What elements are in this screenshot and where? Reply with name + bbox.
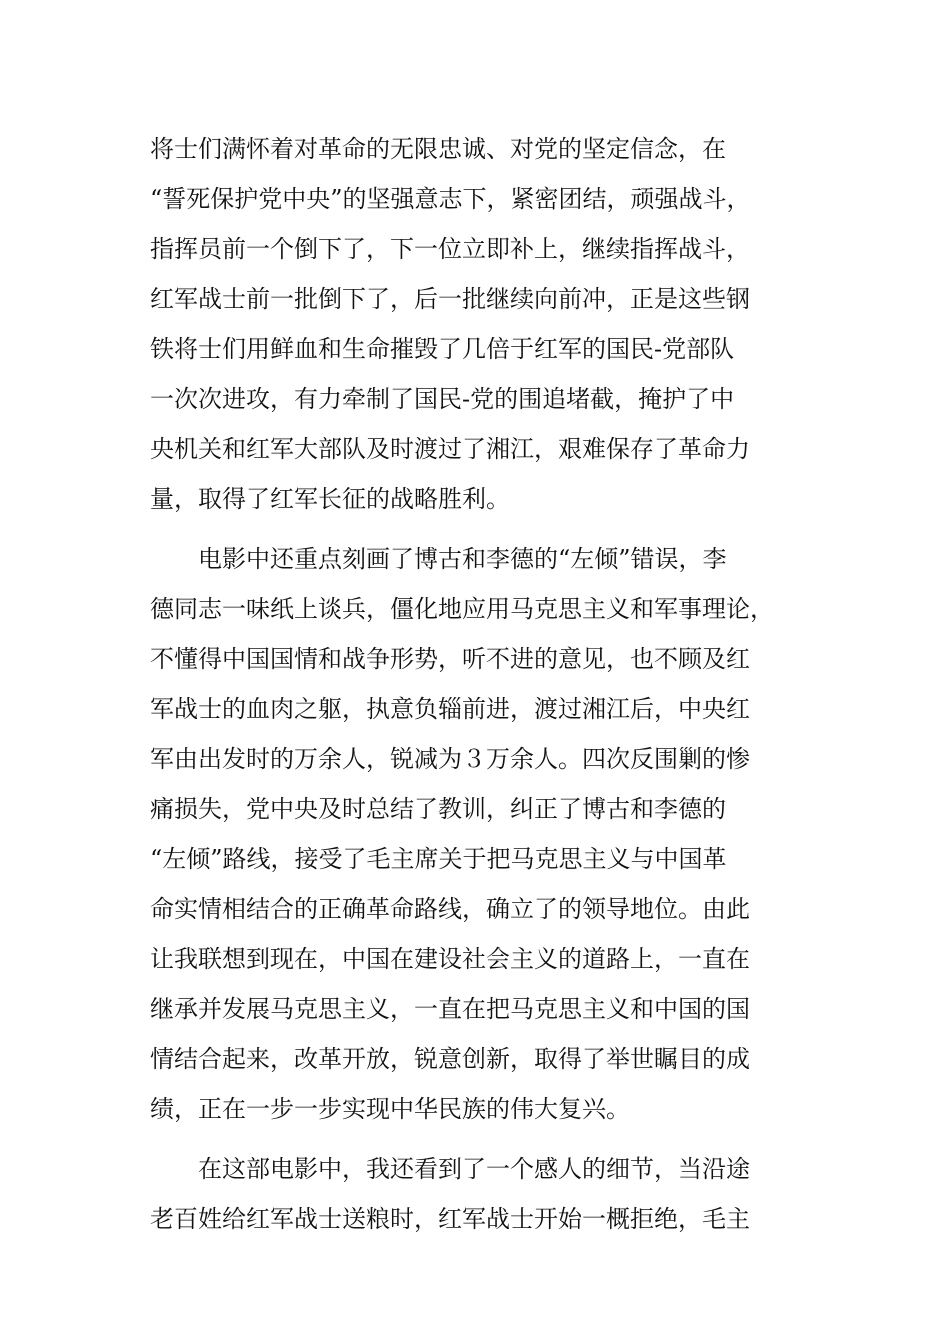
text-line: “誓死保护党中央”的坚强意志下，紧密团结，顽强战斗，	[150, 185, 751, 213]
text-line: 继承并发展马克思主义，一直在把马克思主义和中国的国	[150, 995, 750, 1023]
text-line: 老百姓给红军战士送粮时，红军战士开始一概拒绝，毛主	[150, 1205, 750, 1233]
text-line: 铁将士们用鲜血和生命摧毁了几倍于红军的国民-党部队	[150, 335, 735, 363]
text-line: 军由出发时的万余人，锐减为３万余人。四次反围剿的惨	[150, 745, 750, 773]
text-line: 将士们满怀着对革命的无限忠诚、对党的坚定信念，在	[150, 135, 726, 163]
text-line: 量，取得了红军长征的战略胜利。	[150, 485, 510, 513]
text-line: 情结合起来，改革开放，锐意创新，取得了举世瞩目的成	[150, 1045, 750, 1073]
text-line: 一次次进攻，有力牵制了国民-党的围追堵截，掩护了中	[150, 385, 735, 413]
text-line: 德同志一味纸上谈兵，僵化地应用马克思主义和军事理论，	[150, 595, 774, 623]
text-line: 电影中还重点刻画了博古和李德的“左倾”错误，李	[150, 545, 727, 573]
text-line: 让我联想到现在，中国在建设社会主义的道路上，一直在	[150, 945, 750, 973]
text-line: 指挥员前一个倒下了，下一位立即补上，继续指挥战斗，	[150, 235, 750, 263]
text-line: 命实情相结合的正确革命路线，确立了的领导地位。由此	[150, 895, 750, 923]
text-line: 红军战士前一批倒下了，后一批继续向前冲，正是这些钢	[150, 285, 750, 313]
text-line: 央机关和红军大部队及时渡过了湘江，艰难保存了革命力	[150, 435, 750, 463]
text-line: 痛损失，党中央及时总结了教训，纠正了博古和李德的	[150, 795, 726, 823]
text-line: “左倾”路线，接受了毛主席关于把马克思主义与中国革	[150, 845, 727, 873]
text-line: 绩，正在一步一步实现中华民族的伟大复兴。	[150, 1095, 630, 1123]
text-line: 不懂得中国国情和战争形势，听不进的意见，也不顾及红	[150, 645, 750, 673]
paragraph-gap	[150, 1134, 810, 1144]
body-text	[150, 124, 810, 1244]
paragraph-gap	[150, 524, 810, 534]
text-line: 军战士的血肉之躯，执意负辎前进，渡过湘江后，中央红	[150, 695, 750, 723]
text-line: 在这部电影中，我还看到了一个感人的细节，当沿途	[150, 1155, 750, 1183]
